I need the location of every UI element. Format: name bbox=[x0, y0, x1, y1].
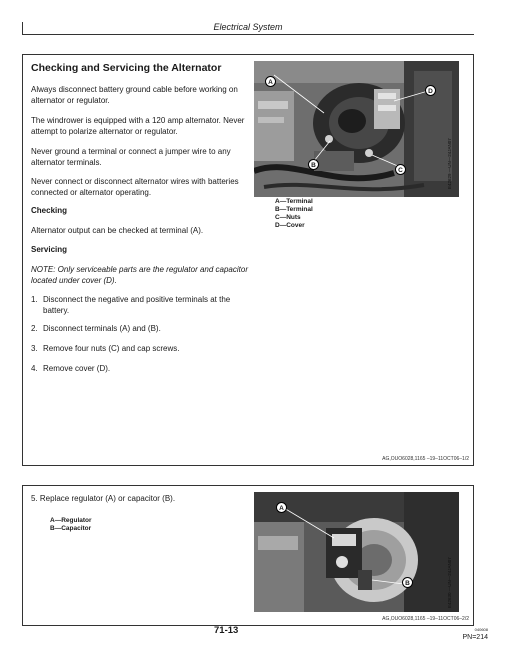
step-2: 2. Disconnect terminals (A) and (B). bbox=[31, 324, 161, 333]
paragraph-wire-warning: Never connect or disconnect alternator wires with batteries connected or alternator operating. bbox=[31, 177, 239, 197]
section-heading: Checking and Servicing the Alternator bbox=[31, 62, 222, 74]
small-code: 040608 bbox=[474, 627, 488, 632]
reference-code-2: AG,OUO6028,1165 –19–11OCT06–2/2 bbox=[382, 616, 469, 622]
step-5: 5. Replace regulator (A) or capacitor (B). bbox=[31, 494, 176, 503]
photo-legend-2: A—Regulator B—Capacitor bbox=[50, 517, 92, 532]
paragraph-alternator-rating: The windrower is equipped with a 120 amp alternator. Never attempt to polarize alternator or regulator. bbox=[31, 116, 245, 136]
callout-d: D bbox=[425, 85, 436, 96]
checking-heading: Checking bbox=[31, 206, 68, 215]
note-serviceable-parts: NOTE: Only serviceable parts are the regulator and capacitor located under cover (D). bbox=[31, 265, 248, 285]
alternator-photo-drawing bbox=[254, 61, 459, 197]
step-3: 3. Remove four nuts (C) and cap screws. bbox=[31, 344, 180, 353]
checking-text: Alternator output can be checked at terminal (A). bbox=[31, 226, 204, 235]
alternator-photo bbox=[254, 61, 459, 197]
photo-code: E42629 —UN—24JAN07 bbox=[447, 138, 452, 189]
step-1: 1. Disconnect the negative and positive terminals at the battery. bbox=[31, 295, 231, 315]
section-title: Electrical System bbox=[213, 22, 283, 32]
page-number: 71-13 bbox=[214, 625, 239, 636]
callout-c: C bbox=[395, 164, 406, 175]
callout-b-capacitor: B bbox=[402, 577, 413, 588]
callout-b: B bbox=[308, 159, 319, 170]
photo-legend: A—Terminal B—Terminal C—Nuts D—Cover bbox=[275, 198, 313, 229]
paragraph-ground-warning: Never ground a terminal or connect a jumper wire to any alternator terminals. bbox=[31, 147, 231, 167]
header-rule bbox=[22, 34, 474, 35]
photo-code-2: E42630 —UN—24JAN07 bbox=[447, 557, 452, 608]
callout-a-regulator: A bbox=[276, 502, 287, 513]
replace-section bbox=[22, 485, 474, 626]
regulator-photo bbox=[254, 492, 459, 612]
alternator-section bbox=[22, 54, 474, 466]
pn-label: PN=214 bbox=[462, 634, 488, 641]
servicing-heading: Servicing bbox=[31, 245, 68, 254]
paragraph-battery-disconnect: Always disconnect battery ground cable before working on alternator or regulator. bbox=[31, 85, 238, 105]
callout-a: A bbox=[265, 76, 276, 87]
step-4: 4. Remove cover (D). bbox=[31, 364, 111, 373]
reference-code: AG,OUO6028,1165 –19–11OCT06–1/2 bbox=[382, 456, 469, 462]
